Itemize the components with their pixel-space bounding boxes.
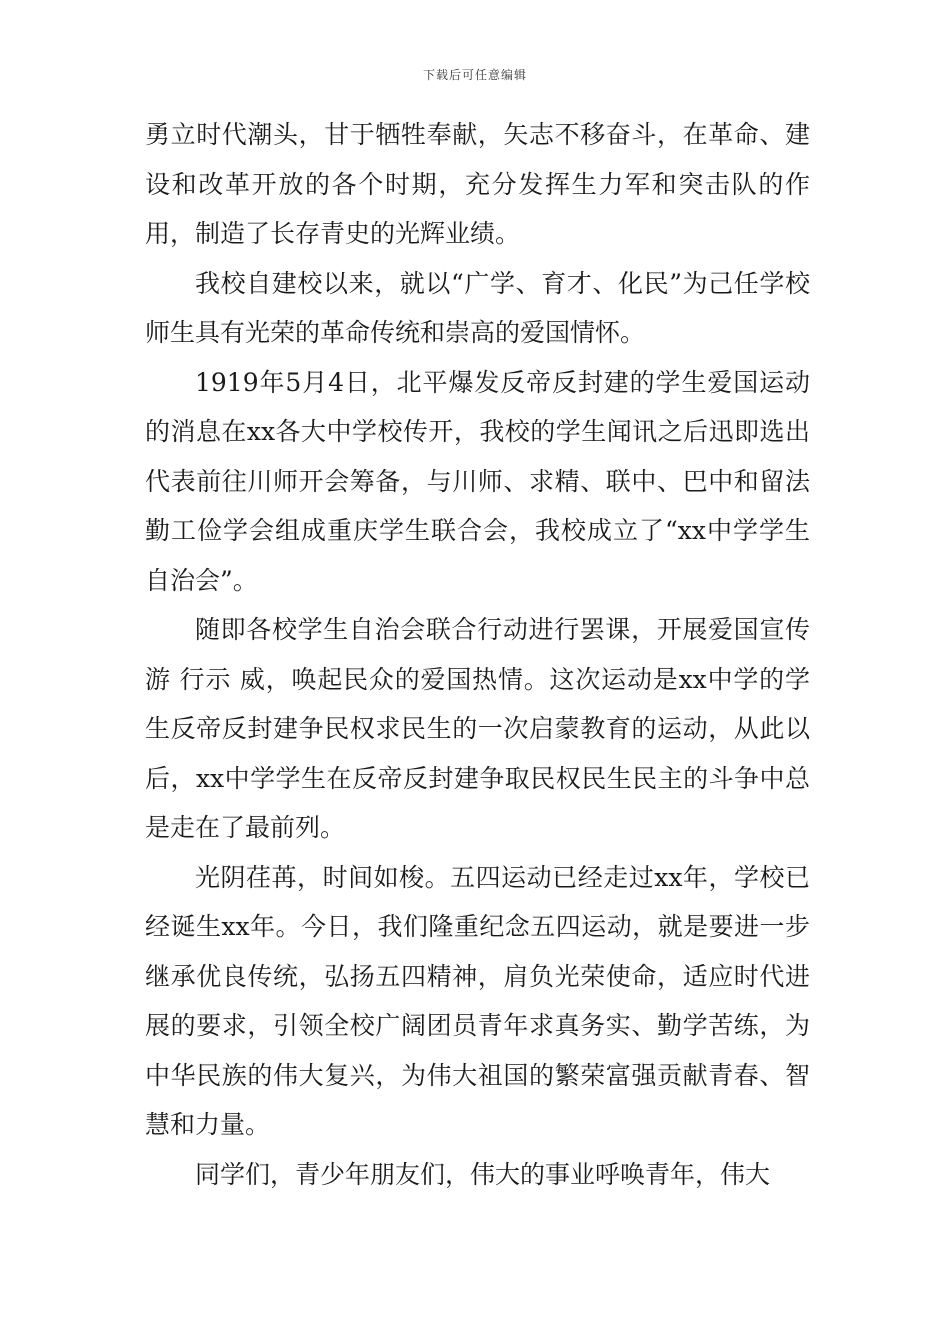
paragraph: 勇立时代潮头，甘于牺牲奉献，矢志不移奋斗，在革命、建设和改革开放的各个时期，充分发挥生力军和突击队的作用，制造了长存青史的光辉业绩。 xyxy=(145,120,810,248)
page-header: 下载后可任意编辑 xyxy=(422,68,527,82)
paragraph: 光阴荏苒，时间如梭。五四运动已经走过xx年，学校已经诞生xx年。今日，我们隆重纪念五四运动，就是要进一步继承优良传统，弘扬五四精神，肩负光荣使命，适应时代进展的要求，引领全校广阔团员青年求真务实、勤学苦练，为中华民族的伟大复兴，为伟大祖国的繁荣富强贡献青春、智慧和力量。 xyxy=(145,862,810,1139)
paragraph: 1919年5月4日，北平爆发反帝反封建的学生爱国运动的消息在xx各大中学校传开，我校的学生闻讯之后迅即选出代表前往川师开会筹备，与川师、求精、联中、巴中和留法勤工俭学会组成重庆学生联合会，我校成立了“xx中学学生自治会”。 xyxy=(145,367,810,595)
paragraph: 我校自建校以来，就以“广学、育才、化民”为己任学校师生具有光荣的革命传统和崇高的爱国情怀。 xyxy=(145,268,810,347)
paragraph: 随即各校学生自治会联合行动进行罢课，开展爱国宣传游 行示 威，唤起民众的爱国热情。这次运动是xx中学的学生反帝反封建争民权求民生的一次启蒙教育的运动，从此以后，xx中学学生在反帝反封建争取民权民生民主的斗争中总是走在了最前列。 xyxy=(145,615,810,842)
document-body xyxy=(145,110,810,1199)
paragraph: 同学们，青少年朋友们，伟大的事业呼唤青年，伟大 xyxy=(195,1159,771,1189)
